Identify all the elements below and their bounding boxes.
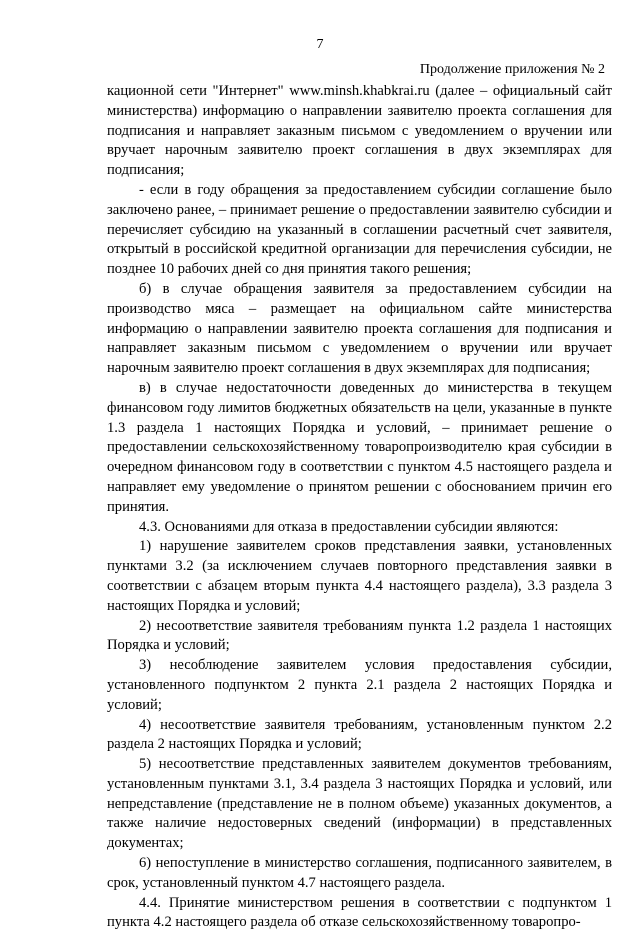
paragraph-refusal-2: 2) несоответствие заявителя требованиям пункта 1.2 раздела 1 настоящих Порядка и условий; xyxy=(107,617,612,654)
paragraph-item-b: б) в случае обращения заявителя за предоставлением субсидии на производство мяса – размещает на официальном сайте министерства информацию о направлении заявителю проекта соглашения для подписания и направляет заказным письмом с уведомлением о вручении или вручает нарочным заявителю проект соглашения в двух экземплярах для подписания; xyxy=(107,280,612,377)
document-body xyxy=(107,82,612,933)
paragraph-4-4: 4.4. Принятие министерством решения в соответствии с подпунктом 1 пункта 4.2 настоящего раздела об отказе сельскохозяйственному товаропро- xyxy=(107,894,612,931)
paragraph-refusal-3: 3) несоблюдение заявителем условия предоставления субсидии, установленного подпунктом 2 пункта 2.1 раздела 2 настоящих Порядка и условий; xyxy=(107,657,612,713)
page-number: 7 xyxy=(316,37,324,52)
paragraph-subsidy-repeat: - если в году обращения за предоставлением субсидии соглашение было заключено ранее, – принимает решение о предоставлении заявителю субсидии и перечисляет субсидию на указанный в соглашении расчетный счет заявителя, открытый в российской кредитной организации для перечисления субсидии, не позднее 10 рабочих дней со дня принятия такого решения; xyxy=(107,181,612,278)
paragraph-4-3-heading: 4.3. Основаниями для отказа в предоставлении субсидии являются: xyxy=(139,518,559,535)
paragraph-refusal-4: 4) несоответствие заявителя требованиям, установленным пунктом 2.2 раздела 2 настоящих Порядка и условий; xyxy=(107,716,612,753)
paragraph-refusal-5: 5) несоответствие представленных заявителем документов требованиям, установленным пунктами 3.1, 3.4 раздела 3 настоящих Порядка и условий, или непредставление (представление не в полном объеме) указанных документов, а также наличие недостоверных сведений (информации) в представленных документах; xyxy=(107,756,612,852)
appendix-continuation-label: Продолжение приложения № 2 xyxy=(419,62,605,77)
paragraph-refusal-1: 1) нарушение заявителем сроков представления заявки, установленных пунктами 3.2 (за исключением случаев повторного представления заявки в соответствии с абзацем вторым пункта 4.4 настоящего раздела), 3.3 раздела 3 настоящих Порядка и условий; xyxy=(107,538,612,614)
paragraph-item-v: в) в случае недостаточности доведенных до министерства в текущем финансовом году лимитов бюджетных обязательств на цели, указанные в пункте 1.3 раздела 1 настоящих Порядка и условий, – принимает решение о предоставлении сельскохозяйственному товаропроизводителю края субсидии в очередном финансовом году в соответствии с пунктом 4.5 настоящего раздела и направляет ему уведомление о принятом решении с обоснованием причин его принятия. xyxy=(107,379,612,515)
paragraph-refusal-6: 6) непоступление в министерство соглашения, подписанного заявителем, в срок, установленный пунктом 4.7 настоящего раздела. xyxy=(107,855,612,891)
paragraph-continued: кационной сети "Интернет" www.minsh.khabkrai.ru (далее – официальный сайт министерства) информацию о направлении заявителю проекта соглашения для подписания и направляет заказным письмом с уведомлением о вручении или вручает нарочным заявителю проект соглашения в двух экземплярах для подписания; xyxy=(107,83,612,179)
